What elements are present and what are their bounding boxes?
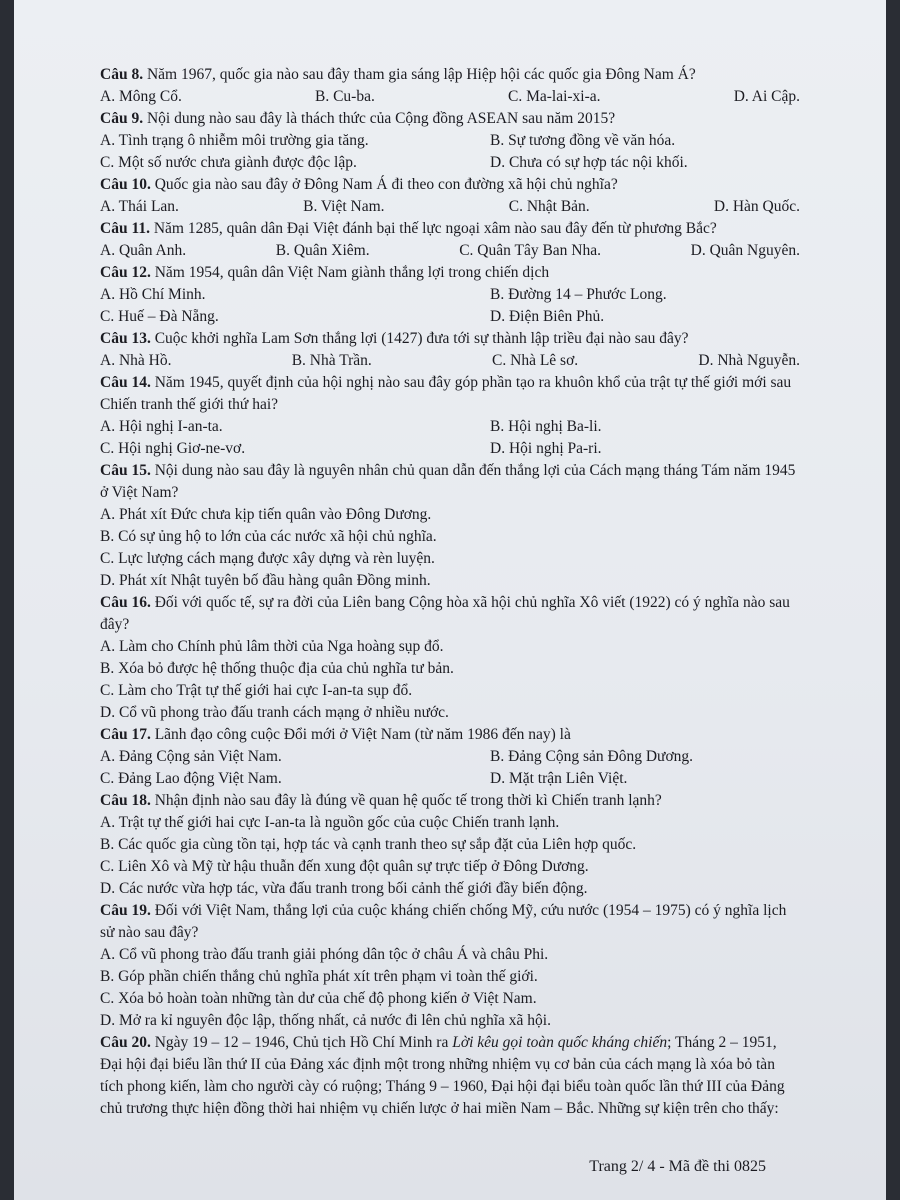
exam-page (14, 0, 886, 1200)
option-a: A. Làm cho Chính phủ lâm thời của Nga hoàng sụp đổ. (100, 638, 444, 655)
option-d: D. Hội nghị Pa-ri. (490, 440, 602, 457)
option-d: D. Mặt trận Liên Việt. (490, 770, 628, 787)
question-11: Câu 11. Năm 1285, quân dân Đại Việt đánh bại thế lực ngoại xâm nào sau đây đến từ phương Bắc? (100, 220, 717, 237)
option-b: B. Quân Xiêm. (275, 242, 370, 259)
option-c: C. Làm cho Trật tự thế giới hai cực I-an-ta sụp đổ. (100, 682, 413, 699)
option-b: B. Đảng Cộng sản Đông Dương. (490, 748, 694, 765)
option-c: C. Huế – Đà Nẵng. (100, 308, 219, 325)
option-b: B. Các quốc gia cùng tồn tại, hợp tác và cạnh tranh theo sự sắp đặt của Liên hợp quốc. (100, 836, 637, 853)
option-d: D. Nhà Nguyễn. (698, 352, 800, 369)
option-b: B. Cu-ba. (314, 88, 375, 105)
option-c: C. Đảng Lao động Việt Nam. (100, 770, 282, 787)
option-c: C. Ma-lai-xi-a. (507, 88, 601, 105)
option-d: D. Các nước vừa hợp tác, vừa đấu tranh trong bối cảnh thế giới đầy biến động. (100, 880, 588, 897)
option-c: C. Quân Tây Ban Nha. (459, 242, 601, 259)
question-10-options (100, 196, 800, 218)
option-c: C. Một số nước chưa giành được độc lập. (100, 154, 357, 171)
option-c: C. Xóa bỏ hoàn toàn những tàn dư của chế độ phong kiến ở Việt Nam. (100, 990, 537, 1007)
option-b: B. Xóa bỏ được hệ thống thuộc địa của chủ nghĩa tư bản. (100, 660, 454, 677)
question-10: Câu 10. Quốc gia nào sau đây ở Đông Nam Á đi theo con đường xã hội chủ nghĩa? (100, 176, 618, 193)
question-9-options (100, 130, 800, 174)
option-c: C. Hội nghị Giơ-ne-vơ. (100, 440, 246, 457)
question-19: Câu 19. Đối với Việt Nam, thắng lợi của cuộc kháng chiến chống Mỹ, cứu nước (1954 – 1975) có ý nghĩa lịch sử nào sau đây? (100, 902, 787, 941)
option-a: A. Trật tự thế giới hai cực I-an-ta là nguồn gốc của cuộc Chiến tranh lạnh. (100, 814, 560, 831)
option-d: D. Hàn Quốc. (713, 198, 800, 215)
option-c: C. Nhà Lê sơ. (492, 352, 579, 369)
option-b: B. Đường 14 – Phước Long. (490, 286, 667, 303)
option-d: D. Mở ra kỉ nguyên độc lập, thống nhất, cả nước đi lên chủ nghĩa xã hội. (100, 1012, 551, 1029)
option-a: A. Thái Lan. (100, 198, 179, 215)
question-13: Câu 13. Cuộc khởi nghĩa Lam Sơn thắng lợi (1427) đưa tới sự thành lập triều đại nào sau đây? (100, 330, 689, 347)
option-c: C. Liên Xô và Mỹ từ hậu thuẫn đến xung đột quân sự trực tiếp ở Đông Dương. (100, 858, 589, 875)
question-8-options (100, 86, 800, 108)
option-a: A. Phát xít Đức chưa kịp tiến quân vào Đông Dương. (100, 506, 432, 523)
option-a: A. Tình trạng ô nhiễm môi trường gia tăng. (100, 132, 369, 149)
option-c: C. Lực lượng cách mạng được xây dựng và rèn luyện. (100, 550, 435, 567)
question-17: Câu 17. Lãnh đạo công cuộc Đổi mới ở Việt Nam (từ năm 1986 đến nay) là (100, 726, 571, 743)
option-b: B. Có sự ủng hộ to lớn của các nước xã hội chủ nghĩa. (100, 528, 437, 545)
question-8: Câu 8. Năm 1967, quốc gia nào sau đây tham gia sáng lập Hiệp hội các quốc gia Đông Nam Á? (100, 66, 696, 83)
option-b: B. Việt Nam. (303, 198, 385, 215)
question-16: Câu 16. Đối với quốc tế, sự ra đời của Liên bang Cộng hòa xã hội chủ nghĩa Xô viết (1922) có ý nghĩa nào sau đây? (100, 594, 790, 633)
option-a: A. Hội nghị I-an-ta. (100, 418, 223, 435)
option-a: A. Quân Anh. (100, 242, 187, 259)
question-13-options (100, 350, 800, 372)
option-d: D. Điện Biên Phủ. (490, 308, 605, 325)
question-18: Câu 18. Nhận định nào sau đây là đúng về quan hệ quốc tế trong thời kì Chiến tranh lạnh? (100, 792, 662, 809)
option-b: B. Sự tương đồng về văn hóa. (490, 132, 676, 149)
option-b: B. Góp phần chiến thắng chủ nghĩa phát xít trên phạm vi toàn thế giới. (100, 968, 538, 985)
question-9: Câu 9. Nội dung nào sau đây là thách thức của Cộng đồng ASEAN sau năm 2015? (100, 110, 616, 127)
question-11-options (100, 240, 800, 262)
option-d: D. Quân Nguyên. (690, 242, 800, 259)
option-a: A. Nhà Hồ. (100, 352, 172, 369)
page-footer: Trang 2/ 4 - Mã đề thi 0825 (589, 1158, 766, 1175)
question-14: Câu 14. Năm 1945, quyết định của hội nghị nào sau đây góp phần tạo ra khuôn khổ của trật tự thế giới mới sau Chiến tranh thế giới thứ hai? (100, 374, 792, 413)
exam-content (100, 64, 800, 1120)
option-d: D. Phát xít Nhật tuyên bố đầu hàng quân Đồng minh. (100, 572, 431, 589)
option-d: D. Chưa có sự hợp tác nội khối. (490, 154, 688, 171)
proclamation-title: Lời kêu gọi toàn quốc kháng chiến (452, 1034, 668, 1051)
option-a: A. Mông Cổ. (100, 88, 182, 105)
option-d: D. Ai Cập. (733, 88, 800, 105)
question-12: Câu 12. Năm 1954, quân dân Việt Nam giành thắng lợi trong chiến dịch (100, 264, 550, 281)
question-17-options (100, 746, 800, 790)
question-14-options (100, 416, 800, 460)
option-d: D. Cổ vũ phong trào đấu tranh cách mạng ở nhiều nước. (100, 704, 449, 721)
option-b: B. Hội nghị Ba-li. (490, 418, 602, 435)
question-15: Câu 15. Nội dung nào sau đây là nguyên nhân chủ quan dẫn đến thắng lợi của Cách mạng tháng Tám năm 1945 ở Việt Nam? (100, 462, 796, 501)
option-a: A. Hồ Chí Minh. (100, 286, 206, 303)
option-c: C. Nhật Bản. (508, 198, 590, 215)
question-12-options (100, 284, 800, 328)
option-a: A. Cổ vũ phong trào đấu tranh giải phóng dân tộc ở châu Á và châu Phi. (100, 946, 549, 963)
option-a: A. Đảng Cộng sản Việt Nam. (100, 748, 282, 765)
question-20: Câu 20. Ngày 19 – 12 – 1946, Chủ tịch Hồ Chí Minh ra Lời kêu gọi toàn quốc kháng chiến; Tháng 2 – 1951, Đại hội đại biểu lần thứ II của Đảng xác định một trong những nhiệm vụ cơ bản của cách mạng là xóa bỏ tàn tích phong kiến, làm cho người cày có ruộng; Tháng 9 – 1960, Đại hội đại biểu toàn quốc lần thứ III của Đảng chủ trương thực hiện đồng thời hai nhiệm vụ chiến lược ở hai miền Nam – Bắc. Những sự kiện trên cho thấy: (100, 1034, 785, 1117)
option-b: B. Nhà Trần. (291, 352, 372, 369)
